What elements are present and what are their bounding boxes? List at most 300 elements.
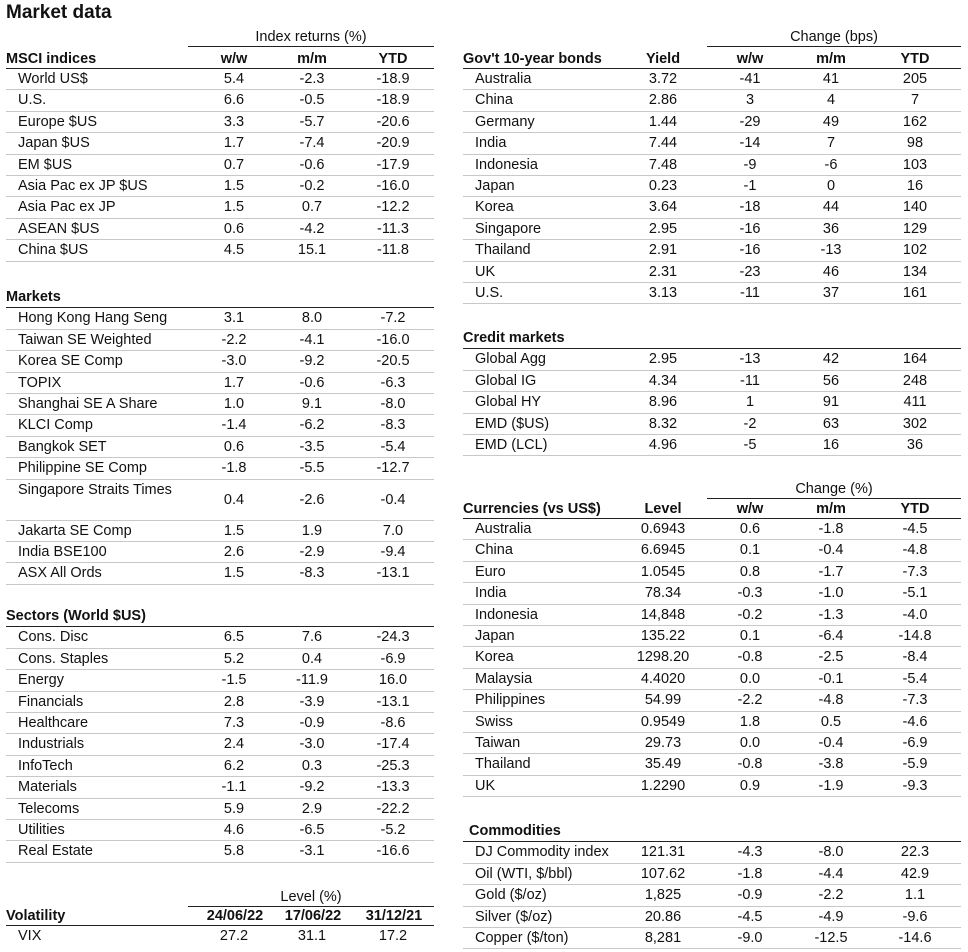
markets-rows [6, 308, 434, 584]
msci-row [6, 176, 434, 197]
row-value: 1.5 [223, 565, 245, 582]
markets-row [6, 308, 434, 329]
row-value: 31.1 [297, 928, 327, 944]
row-value: -2 [743, 415, 757, 432]
row-value: -0.4 [818, 734, 844, 751]
bonds-group-header: Change (bps) [707, 28, 961, 47]
currencies-group-header: Change (%) [707, 480, 961, 499]
sectors-row [6, 777, 434, 798]
row-label: Utilities [18, 821, 65, 838]
markets-row [6, 437, 434, 458]
row-value: 8,281 [644, 929, 682, 946]
sectors-header-row [6, 606, 434, 627]
row-label: Hong Kong Hang Seng [18, 310, 168, 327]
row-value: 0.4 [223, 491, 245, 508]
row-value: 2.95 [648, 220, 678, 237]
row-value: -2.6 [299, 491, 325, 508]
col-yield: Yield [645, 51, 681, 67]
col-ytd: YTD [900, 51, 930, 67]
col-mm: m/m [816, 501, 846, 517]
row-value: 0.6943 [640, 521, 686, 537]
markets-row [6, 351, 434, 372]
row-value: 1.5 [223, 522, 245, 539]
row-value: -4.5 [902, 521, 928, 537]
row-value: -22.2 [376, 800, 410, 817]
bonds-row [463, 240, 961, 261]
row-value: -1.1 [221, 779, 247, 796]
row-value: 6.6945 [640, 542, 686, 559]
row-value: 1.8 [739, 713, 761, 730]
currencies-row [463, 583, 961, 604]
sectors-row [6, 734, 434, 755]
row-label: Cons. Staples [18, 650, 109, 667]
row-value: 27.2 [219, 928, 249, 944]
row-label: Energy [18, 672, 64, 689]
row-value: -3.5 [299, 438, 325, 455]
row-label: ASEAN $US [18, 220, 100, 237]
row-value: 7 [910, 92, 920, 109]
col-date-1: 24/06/22 [206, 908, 264, 924]
row-value: -4.9 [818, 908, 844, 925]
row-value: -16 [739, 242, 761, 259]
row-value: -20.9 [376, 135, 410, 152]
row-value: -41 [739, 71, 761, 87]
row-value: 63 [822, 415, 840, 432]
row-value: 2.86 [648, 92, 678, 109]
row-value: -0.4 [818, 542, 844, 559]
row-label: UK [475, 777, 496, 794]
row-value: 5.4 [223, 71, 245, 87]
row-label: Industrials [18, 736, 85, 753]
row-value: 8.32 [648, 415, 678, 432]
col-date-3: 31/12/21 [365, 908, 423, 924]
row-value: 0.7 [301, 199, 323, 216]
volatility-header-row [6, 903, 434, 926]
row-value: -2.5 [818, 649, 844, 666]
row-value: -0.9 [737, 887, 763, 904]
markets-row [6, 542, 434, 563]
row-value: 54.99 [644, 692, 682, 709]
row-value: 29.73 [644, 734, 682, 751]
row-label: Real Estate [18, 843, 93, 860]
row-value: 22.3 [900, 844, 930, 861]
col-ww: w/w [220, 51, 248, 67]
row-value: 6.6 [223, 92, 245, 109]
row-value: 1.0 [223, 395, 245, 412]
row-value: -8.3 [380, 417, 406, 434]
row-label: Singapore [475, 220, 542, 237]
row-label: Japan [475, 627, 515, 644]
row-value: -17.9 [376, 156, 410, 173]
row-label: India [475, 585, 507, 602]
row-value: 1.0545 [640, 563, 686, 580]
row-value: -9 [743, 156, 757, 173]
sectors-table [6, 606, 434, 863]
row-value: 9.1 [301, 395, 323, 412]
row-value: 0.1 [739, 627, 761, 644]
row-value: 1 [745, 394, 755, 411]
row-value: 134 [902, 263, 928, 280]
row-value: 1.5 [223, 177, 245, 194]
row-value: 7.6 [301, 629, 323, 646]
bonds-table [463, 28, 961, 304]
row-value: 7 [826, 135, 836, 152]
row-label: Korea [475, 199, 514, 216]
row-value: 36 [906, 436, 924, 453]
row-value: -2.2 [737, 692, 763, 709]
markets-row [6, 415, 434, 436]
row-value: 3.72 [648, 71, 678, 87]
currencies-table [463, 480, 961, 797]
row-value: 161 [902, 284, 928, 301]
currencies-row [463, 626, 961, 647]
row-value: -1.7 [818, 563, 844, 580]
row-value: -11 [740, 372, 760, 389]
row-value: 7.44 [648, 135, 678, 152]
row-value: 7.0 [382, 522, 404, 539]
row-value: 0.1 [739, 542, 761, 559]
credit-row [463, 435, 961, 456]
row-value: -6.4 [818, 627, 844, 644]
row-value: -11.9 [296, 672, 328, 689]
row-value: 1.44 [648, 113, 678, 130]
row-value: 107.62 [640, 865, 686, 882]
row-value: 91 [822, 394, 840, 411]
row-value: -4.3 [737, 844, 763, 861]
row-value: 140 [902, 199, 928, 216]
sectors-rows [6, 627, 434, 862]
row-value: -7.3 [902, 692, 928, 709]
row-value: 135.22 [640, 627, 686, 644]
row-value: -0.8 [737, 756, 763, 773]
bonds-row [463, 176, 961, 197]
row-value: 302 [902, 415, 928, 432]
row-value: 2.91 [648, 242, 678, 259]
row-value: 0.7 [223, 156, 245, 173]
row-value: 1.7 [223, 135, 245, 152]
msci-header-row [6, 43, 434, 69]
row-value: 4.5 [223, 242, 245, 259]
row-value: -16 [739, 220, 761, 237]
sectors-row [6, 713, 434, 734]
row-label: Asia Pac ex JP [18, 199, 116, 216]
markets-row [6, 521, 434, 542]
row-value: -16.0 [376, 331, 410, 348]
row-value: 56 [822, 372, 840, 389]
row-value: -18 [739, 199, 761, 216]
col-mm: m/m [297, 51, 327, 67]
row-value: 36 [822, 220, 840, 237]
row-label: Korea [475, 649, 514, 666]
row-value: -13.1 [376, 693, 410, 710]
row-value: -12.7 [376, 460, 410, 477]
bonds-row [463, 69, 961, 90]
commodities-table [463, 821, 961, 949]
credit-table [463, 328, 961, 456]
row-label: Financials [18, 693, 84, 710]
row-value: 7.3 [223, 714, 245, 731]
row-label: ASX All Ords [18, 565, 102, 582]
row-value: 129 [902, 220, 928, 237]
col-mm: m/m [816, 51, 846, 67]
row-value: 44 [822, 199, 840, 216]
row-value: -6.2 [299, 417, 325, 434]
row-label: EM $US [18, 156, 72, 173]
row-value: -13.3 [376, 779, 410, 796]
row-value: -16.6 [376, 843, 410, 860]
row-label: Europe $US [18, 113, 97, 130]
bonds-row [463, 155, 961, 176]
row-value: -12.5 [814, 929, 848, 946]
row-value: -4.1 [299, 331, 325, 348]
col-ytd: YTD [900, 501, 930, 517]
row-value: -18.9 [376, 92, 410, 109]
row-value: 3 [745, 92, 755, 109]
row-value: -5.4 [902, 670, 928, 687]
bonds-header-label: Gov't 10-year bonds [463, 51, 602, 67]
row-value: 162 [902, 113, 928, 130]
row-value: -4.5 [737, 908, 763, 925]
currencies-row [463, 754, 961, 775]
markets-row [6, 373, 434, 394]
row-label: Shanghai SE A Share [18, 395, 158, 412]
sectors-row [6, 649, 434, 670]
row-value: 35.49 [644, 756, 682, 773]
row-value: -2.9 [299, 543, 325, 560]
row-label: Global HY [475, 394, 542, 411]
row-value: -3.8 [818, 756, 844, 773]
markets-row [6, 394, 434, 415]
row-value: -4.6 [902, 713, 928, 730]
row-value: -8.6 [380, 714, 406, 731]
row-label: Japan $US [18, 135, 90, 152]
credit-row [463, 392, 961, 413]
currencies-row [463, 776, 961, 797]
row-value: -13 [739, 351, 761, 368]
row-value: 14,848 [640, 606, 686, 623]
row-value: 4 [826, 92, 836, 109]
sectors-row [6, 627, 434, 648]
row-label: VIX [18, 928, 42, 944]
row-label: Australia [475, 521, 532, 537]
currencies-row [463, 669, 961, 690]
row-value: -4.4 [818, 865, 844, 882]
row-value: 7.48 [648, 156, 678, 173]
credit-row [463, 414, 961, 435]
row-value: -9.6 [902, 908, 928, 925]
msci-row [6, 219, 434, 240]
row-label: UK [475, 263, 496, 280]
row-label: China $US [18, 242, 89, 259]
row-value: -4.8 [818, 692, 844, 709]
row-value: -3.1 [299, 843, 325, 860]
row-value: 15.1 [297, 242, 327, 259]
currencies-row [463, 647, 961, 668]
row-value: -14 [739, 135, 761, 152]
credit-row [463, 349, 961, 370]
credit-header-label: Credit markets [463, 330, 565, 346]
row-value: -6 [824, 156, 838, 173]
currencies-header-row [463, 495, 961, 519]
row-value: 2.9 [301, 800, 323, 817]
credit-rows [463, 349, 961, 456]
msci-table [6, 28, 434, 262]
col-ww: w/w [736, 501, 764, 517]
row-value: 1298.20 [636, 649, 690, 666]
row-value: 8.96 [648, 394, 678, 411]
row-value: 2.4 [223, 736, 245, 753]
bonds-row [463, 90, 961, 111]
bonds-row [463, 283, 961, 304]
commodities-row [463, 928, 961, 949]
sectors-row [6, 692, 434, 713]
currencies-row [463, 605, 961, 626]
bonds-rows [463, 69, 961, 304]
commodities-row [463, 864, 961, 885]
row-label: Singapore Straits Times [18, 481, 172, 498]
commodities-row [463, 885, 961, 906]
row-label: Germany [475, 113, 535, 130]
row-value: 2.95 [648, 351, 678, 368]
row-value: -24.3 [376, 629, 410, 646]
volatility-rows [6, 926, 434, 947]
row-value: -5 [743, 436, 757, 453]
currencies-rows [463, 519, 961, 797]
row-value: 6.2 [223, 757, 245, 774]
row-value: -6.3 [380, 374, 406, 391]
msci-row [6, 133, 434, 154]
currencies-row [463, 712, 961, 733]
row-value: -4.8 [902, 542, 928, 559]
page-title: Market data [6, 2, 112, 23]
row-value: -0.3 [737, 585, 763, 602]
row-value: -13 [820, 242, 842, 259]
row-value: 121.31 [640, 844, 686, 861]
row-value: -11.8 [377, 242, 409, 259]
col-level: Level [644, 501, 682, 517]
row-value: 5.9 [223, 800, 245, 817]
row-value: 5.2 [223, 650, 245, 667]
row-value: -5.9 [902, 756, 928, 773]
row-value: -0.8 [737, 649, 763, 666]
row-value: -17.4 [376, 736, 410, 753]
row-value: 0.6 [739, 521, 761, 537]
row-value: -25.3 [376, 757, 410, 774]
row-value: -11.3 [377, 220, 409, 237]
row-value: -29 [739, 113, 761, 130]
credit-row [463, 371, 961, 392]
row-value: 1.9 [301, 522, 323, 539]
row-label: China [475, 92, 513, 109]
row-value: -6.5 [299, 821, 325, 838]
row-value: 0.6 [223, 438, 245, 455]
row-label: Global IG [475, 372, 537, 389]
row-value: -4.2 [299, 220, 325, 237]
row-label: Japan [475, 177, 515, 194]
row-value: -20.5 [376, 353, 410, 370]
row-value: -18.9 [376, 71, 410, 87]
row-value: -3.0 [221, 353, 247, 370]
bonds-row [463, 262, 961, 283]
row-value: 5.8 [223, 843, 245, 860]
markets-table [6, 287, 434, 585]
markets-row [6, 458, 434, 479]
row-value: -5.5 [299, 460, 325, 477]
sectors-row [6, 756, 434, 777]
bonds-row [463, 133, 961, 154]
row-label: Gold ($/oz) [475, 887, 547, 904]
row-value: 16 [822, 436, 840, 453]
row-label: India [475, 135, 507, 152]
sectors-row [6, 841, 434, 862]
row-label: Silver ($/oz) [475, 908, 553, 925]
row-value: -5.2 [380, 821, 406, 838]
row-value: -12.2 [376, 199, 410, 216]
row-label: Asia Pac ex JP $US [18, 177, 148, 194]
volatility-table [6, 888, 434, 947]
row-value: -8.3 [299, 565, 325, 582]
commodities-row [463, 842, 961, 863]
row-value: -7.3 [902, 563, 928, 580]
volatility-group-header: Level (%) [188, 888, 434, 907]
row-value: -1.0 [818, 585, 844, 602]
markets-row [6, 480, 434, 521]
currencies-header-label: Currencies (vs US$) [463, 501, 601, 517]
row-value: 17.2 [378, 928, 408, 944]
row-label: EMD (LCL) [475, 436, 548, 453]
row-value: 46 [822, 263, 840, 280]
row-value: 0.6 [223, 220, 245, 237]
markets-header-row [6, 287, 434, 308]
msci-row [6, 197, 434, 218]
row-value: -9.4 [380, 543, 406, 560]
row-value: 41 [822, 71, 840, 87]
row-value: 4.4020 [640, 670, 686, 687]
row-value: -3.9 [299, 693, 325, 710]
row-label: TOPIX [18, 374, 62, 391]
row-value: 4.6 [223, 821, 245, 838]
row-value: -0.6 [299, 374, 325, 391]
row-value: 0.5 [820, 713, 842, 730]
row-label: Swiss [475, 713, 513, 730]
row-value: 3.3 [223, 113, 245, 130]
row-label: KLCI Comp [18, 417, 93, 434]
row-value: 2.8 [223, 693, 245, 710]
msci-rows [6, 69, 434, 262]
row-label: DJ Commodity index [475, 844, 609, 861]
row-label: Oil (WTI, $/bbl) [475, 865, 573, 882]
row-label: Thailand [475, 756, 531, 773]
commodities-header-label: Commodities [469, 823, 561, 839]
volatility-header-label: Volatility [6, 908, 66, 924]
row-value: 1.5 [223, 199, 245, 216]
msci-row [6, 69, 434, 90]
currencies-row [463, 519, 961, 540]
row-value: -9.3 [902, 777, 928, 794]
row-value: 1.2290 [640, 777, 686, 794]
row-value: -14.8 [898, 627, 932, 644]
row-label: Indonesia [475, 156, 538, 173]
row-value: -5.7 [299, 113, 325, 130]
row-label: Materials [18, 779, 77, 796]
row-value: -6.9 [902, 734, 928, 751]
row-value: 102 [902, 242, 928, 259]
row-value: -2.2 [221, 331, 247, 348]
row-value: 411 [903, 394, 927, 411]
row-value: 16 [906, 177, 924, 194]
row-value: -1.8 [737, 865, 763, 882]
msci-header-label: MSCI indices [6, 51, 97, 67]
